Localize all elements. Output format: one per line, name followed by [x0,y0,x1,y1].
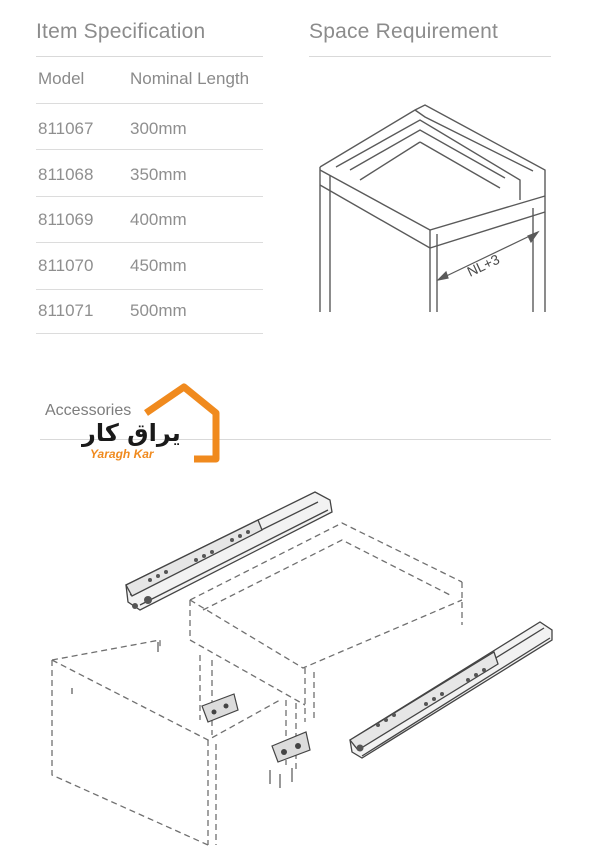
length-cell: 400mm [130,210,187,229]
header-nominal-length: Nominal Length [130,69,250,88]
length-cell: 300mm [130,119,187,138]
length-cell: 500mm [130,301,187,320]
header-model: Model [38,69,85,88]
length-cell: 450mm [130,256,187,275]
model-cell: 811070 [38,256,94,275]
accessories-title: Accessories [45,402,132,419]
logo-english-text: Yaragh Kar [90,447,154,461]
model-cell: 811069 [38,210,94,229]
item-specification-title: Item Specification [36,20,206,43]
model-cell: 811068 [38,165,94,184]
left-slide-rail-icon [126,492,332,610]
logo-persian-text: یراق کار [82,419,181,447]
dimension-label: NL+3 [464,250,502,280]
right-slide-rail-icon [350,622,552,758]
locking-clip-icon [202,694,310,762]
space-requirement-title: Space Requirement [309,20,499,43]
model-cell: 811071 [38,301,94,320]
length-cell: 350mm [130,165,187,184]
model-cell: 811067 [38,119,94,138]
